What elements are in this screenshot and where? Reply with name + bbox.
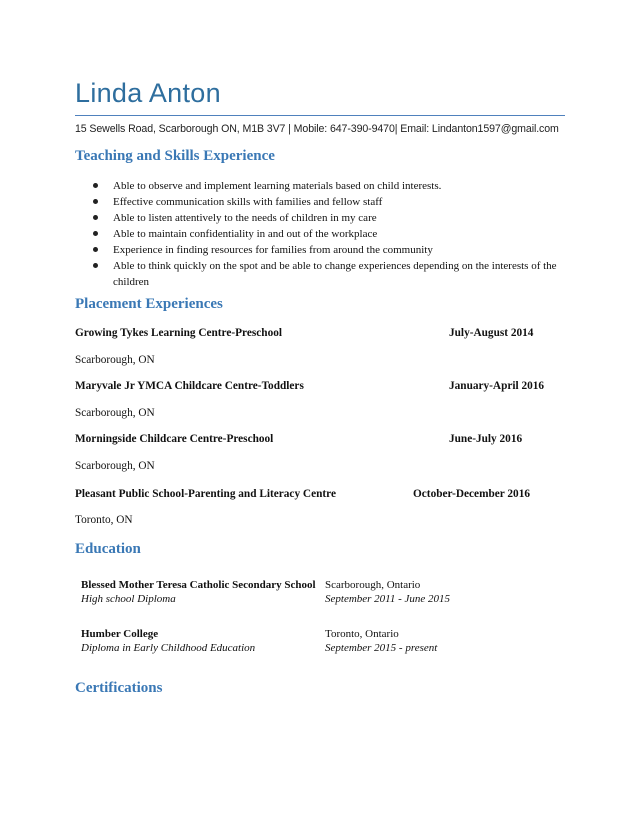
bullet-icon [93, 263, 98, 268]
contact-line: 15 Sewells Road, Scarborough ON, M1B 3V7 | Mobile: 647-390-9470| Email: Lindanton1597@gmail.com [75, 123, 559, 135]
placement-date: January-April 2016 [449, 380, 545, 392]
skill-text: Able to maintain confidentiality in and out of the workplace [113, 228, 378, 240]
placement-location: Scarborough, ON [75, 407, 155, 419]
list-item [93, 258, 563, 290]
school-name: Humber College [81, 628, 159, 640]
list-item [93, 210, 563, 226]
education-left [81, 578, 316, 606]
placement-location: Toronto, ON [75, 514, 133, 526]
placement-row [75, 433, 565, 445]
header-divider [75, 115, 565, 116]
placement-name: Growing Tykes Learning Centre-Preschool [75, 327, 283, 339]
placement-date: June-July 2016 [449, 433, 523, 445]
list-item [93, 194, 563, 210]
bullet-icon [93, 231, 98, 236]
placement-name: Pleasant Public School-Parenting and Literacy Centre [75, 488, 336, 500]
placement-location: Scarborough, ON [75, 354, 155, 366]
list-item [93, 226, 563, 242]
program-name: Diploma in Early Childhood Education [81, 642, 256, 654]
skills-section-title: Teaching and Skills Experience [75, 148, 275, 164]
education-dates: September 2011 - June 2015 [325, 593, 451, 605]
placement-date: October-December 2016 [413, 488, 531, 500]
education-right [325, 578, 555, 606]
skill-text: Experience in finding resources for families from around the community [113, 244, 433, 256]
bullet-icon [93, 183, 98, 188]
bullet-icon [93, 215, 98, 220]
certifications-section-title: Certifications [75, 680, 163, 696]
placement-row [75, 380, 565, 392]
skill-text: Able to think quickly on the spot and be able to change experiences depending on the interests of the children [113, 260, 557, 288]
education-left [81, 627, 316, 655]
resume-name: Linda Anton [75, 78, 221, 108]
school-name: Blessed Mother Teresa Catholic Secondary School [81, 579, 316, 591]
education-dates: September 2015 - present [325, 642, 438, 654]
skill-text: Able to observe and implement learning materials based on child interests. [113, 180, 442, 192]
education-right [325, 627, 555, 655]
placement-row [75, 327, 565, 339]
school-location: Scarborough, Ontario [325, 579, 421, 591]
bullet-icon [93, 199, 98, 204]
placement-name: Maryvale Jr YMCA Childcare Centre-Toddlers [75, 380, 304, 392]
program-name: High school Diploma [81, 593, 176, 605]
placement-row [75, 488, 565, 500]
skill-text: Effective communication skills with families and fellow staff [113, 196, 383, 208]
bullet-icon [93, 247, 98, 252]
list-item [93, 178, 563, 194]
placement-name: Morningside Childcare Centre-Preschool [75, 433, 274, 445]
skill-text: Able to listen attentively to the needs of children in my care [113, 212, 377, 224]
placement-location: Scarborough, ON [75, 460, 155, 472]
skills-list [93, 178, 563, 290]
placement-date: July-August 2014 [449, 327, 534, 339]
list-item [93, 242, 563, 258]
school-location: Toronto, Ontario [325, 628, 399, 640]
education-section-title: Education [75, 541, 141, 557]
placements-section-title: Placement Experiences [75, 296, 223, 312]
